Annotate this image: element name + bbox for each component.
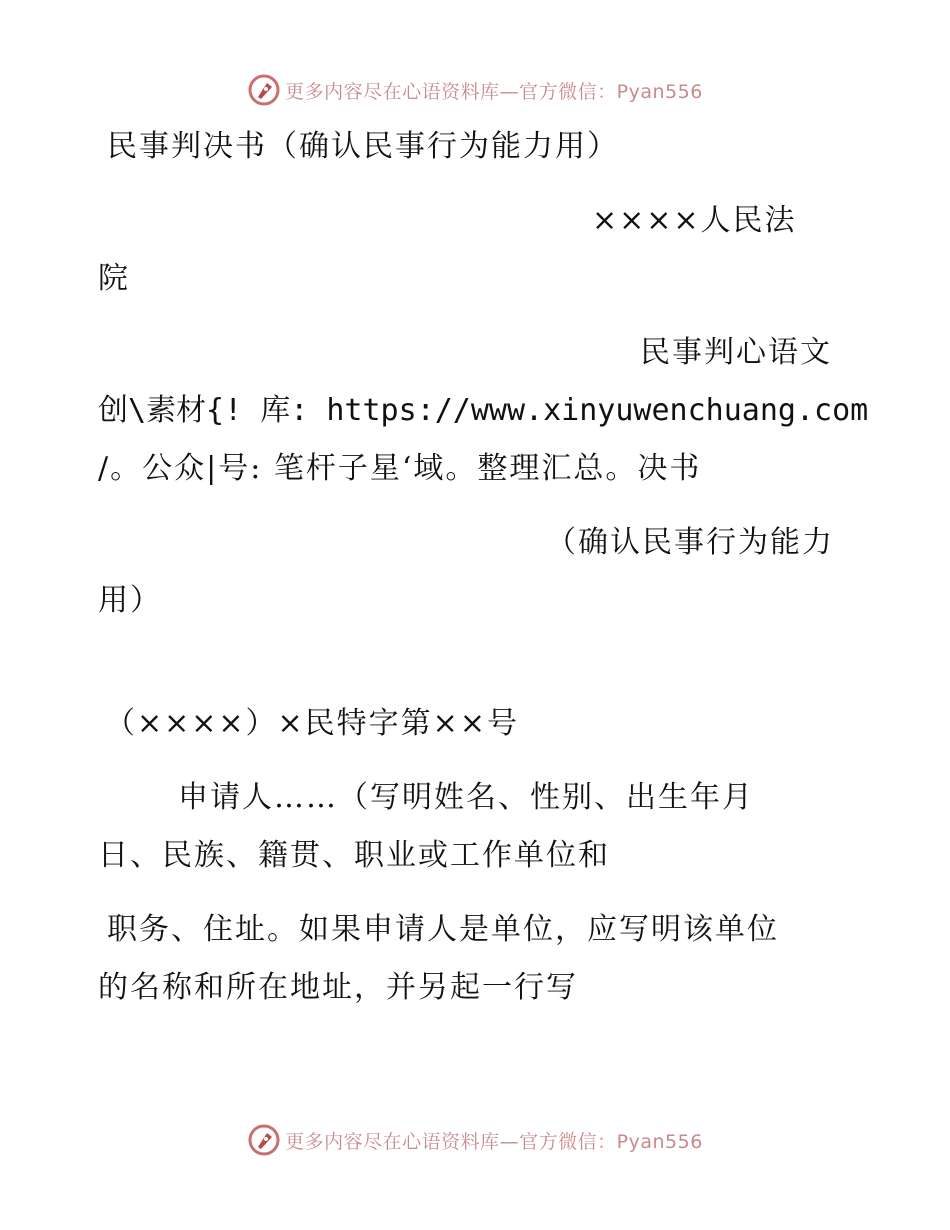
applicant-paragraph-line-2: 日、民族、籍贯、职业或工作单位和 (98, 838, 610, 873)
document-subtitle-line-1: （确认民事行为能力 (546, 525, 834, 560)
document-title: 民事判决书（确认民事行为能力用） (107, 129, 619, 164)
case-number: （××××）×民特字第××号 (105, 706, 519, 741)
watermark-text: 更多内容尽在心语资料库—官方微信：Pyan556 (285, 1130, 703, 1153)
pen-nib-logo-icon (247, 73, 281, 107)
applicant-paragraph-line-1: 申请人……（写明姓名、性别、出生年月 (178, 780, 754, 815)
applicant-paragraph-line-4: 的名称和所在地址，并另起一行写 (98, 970, 578, 1005)
court-name-line-1: ××××人民法 (592, 203, 797, 238)
document-type-line-1: 民事判心语文 (640, 335, 832, 370)
watermark-banner-top (0, 70, 950, 110)
pen-nib-logo-icon (247, 1123, 281, 1157)
watermark-source-line: 创\素材{! 库: https://www.xinyuwenchuang.com (98, 393, 869, 428)
court-name-line-2: 院 (98, 261, 130, 296)
document-subtitle-line-2: 用） (98, 583, 162, 618)
watermark-banner-bottom (0, 1120, 950, 1160)
applicant-paragraph-line-3: 职务、住址。如果申请人是单位，应写明该单位 (107, 912, 779, 947)
watermark-text: 更多内容尽在心语资料库—官方微信：Pyan556 (285, 80, 703, 103)
watermark-account-line: /。公众|号: 笔杆子星‘域。整理汇总。决书 (98, 451, 702, 486)
